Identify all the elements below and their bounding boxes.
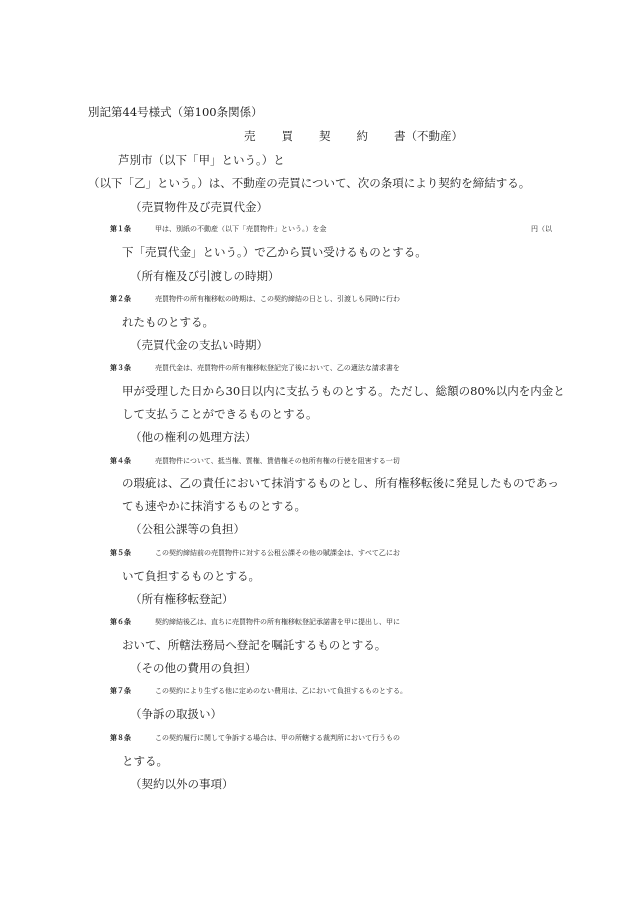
- article-text: 売買物件の所有権移転の時期は、この契約締結の日とし、引渡しも同時に行わ: [155, 295, 400, 303]
- article-number: 第４条: [110, 456, 131, 465]
- article-text: 下「売買代金」という。）で乙から買い受けるものとする。: [122, 245, 427, 259]
- article-number: 第８条: [110, 733, 131, 742]
- article-caption: （所有権移転登記）: [130, 592, 234, 606]
- article-text: して支払うことができるものとする。: [122, 407, 318, 421]
- article-text: 甲は、別紙の不動産（以下「売買物件」という。）を金: [155, 225, 327, 233]
- article-caption: （売買物件及び売買代金）: [130, 200, 268, 214]
- title-char: 書: [394, 129, 406, 143]
- intro-line: （以下「乙」という。）は、不動産の売買について、次の条項により契約を締結する。: [88, 176, 531, 190]
- article-caption: （公租公課等の負担）: [130, 522, 245, 536]
- article-text: ても速やかに抹消するものとする。: [122, 499, 306, 513]
- article-3: [0, 358, 630, 378]
- article-number: 第７条: [110, 686, 131, 695]
- article-text-tail: 円（以: [531, 225, 552, 233]
- title-char: 約: [356, 129, 368, 143]
- article-4: [0, 451, 630, 471]
- article-text: の瑕疵は、乙の責任において抹消するものとし、所有権移転後に発見したものであっ: [122, 476, 559, 490]
- article-text: おいて、所轄法務局へ登記を嘱託するものとする。: [122, 638, 387, 652]
- article-text: この契約締結前の売買物件に対する公租公課その他の賦課金は、すべて乙にお: [155, 549, 400, 557]
- document-title: [244, 126, 463, 146]
- article-number: 第３条: [110, 363, 131, 372]
- article-caption: （その他の費用の負担）: [130, 661, 257, 675]
- article-6: [0, 612, 630, 632]
- article-caption: （争訴の取扱い）: [130, 707, 222, 721]
- article-number: 第６条: [110, 617, 131, 626]
- article-number: 第１条: [110, 224, 131, 233]
- title-char: 売: [244, 129, 256, 143]
- article-text: この契約履行に関して争訴する場合は、甲の所轄する裁判所において行うもの: [155, 734, 400, 742]
- article-text: 契約締結後乙は、直ちに売買物件の所有権移転登記承諾書を甲に提出し、甲に: [155, 618, 400, 626]
- article-text: この契約により生ずる他に定めのない費用は、乙において負担するものとする。: [155, 687, 407, 695]
- article-text: いて負担するものとする。: [122, 569, 260, 583]
- form-label: 別記第44号様式（第100条関係）: [88, 105, 263, 119]
- title-char: 契: [319, 129, 331, 143]
- article-8: [0, 728, 630, 748]
- article-1: [0, 219, 630, 239]
- article-caption: （他の権利の処理方法）: [130, 430, 257, 444]
- article-text: とする。: [122, 754, 168, 768]
- article-text: 甲が受理した日から30日以内に支払うものとする。ただし、総額の80%以内を内金と: [122, 384, 565, 398]
- article-caption: （売買代金の支払い時期）: [130, 338, 268, 352]
- title-char: 買: [281, 129, 293, 143]
- article-caption: （契約以外の事項）: [130, 777, 234, 791]
- article-number: 第５条: [110, 548, 131, 557]
- article-7: [0, 681, 630, 701]
- article-text: 売買物件について、抵当権、質権、賃借権その他所有権の行使を阻害する一切: [155, 457, 400, 465]
- article-5: [0, 543, 630, 563]
- article-caption: （所有権及び引渡しの時期）: [130, 269, 280, 283]
- intro-line: 芦別市（以下「甲」という。）と: [118, 153, 285, 167]
- title-suffix: （不動産）: [405, 129, 463, 143]
- article-2: [0, 289, 630, 309]
- article-text: 売買代金は、売買物件の所有権移転登記完了後において、乙の適法な請求書を: [155, 364, 400, 372]
- article-text: れたものとする。: [122, 315, 214, 329]
- article-number: 第２条: [110, 294, 131, 303]
